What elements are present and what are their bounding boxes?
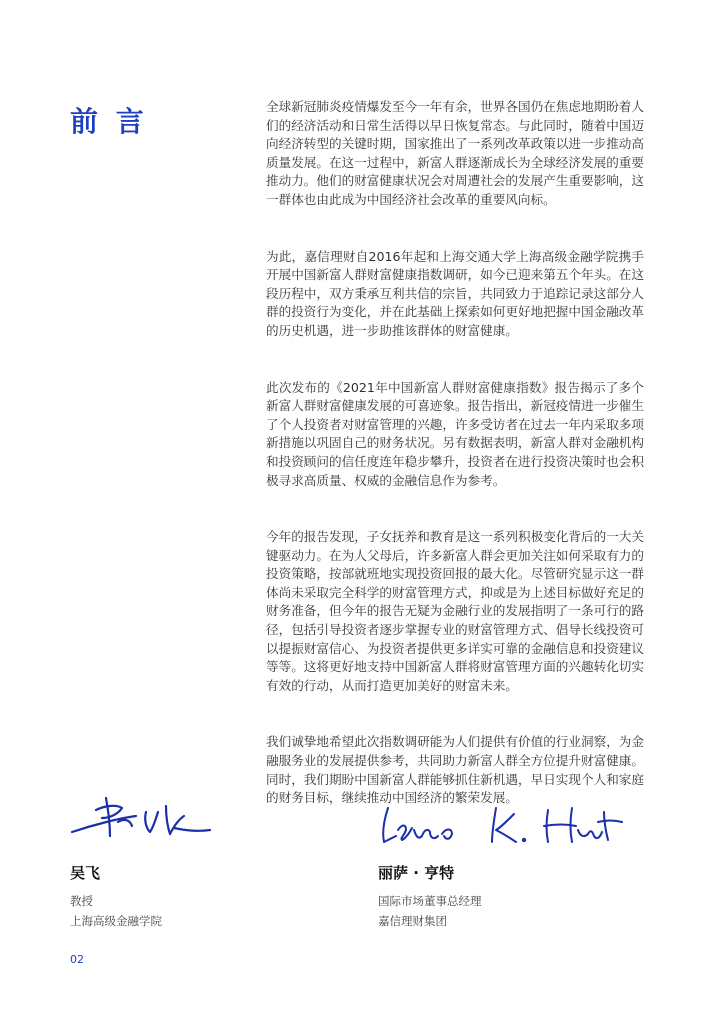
signatory-2	[378, 862, 482, 931]
signatory-1-title: 教授	[70, 894, 93, 908]
body-text	[266, 98, 644, 846]
paragraph-5: 我们诚挚地希望此次指数调研能为人们提供有价值的行业洞察，为金融服务业的发展提供参考，共同助力新富人群全方位提升财富健康。同时，我们期盼中国新富人群能够抓住新机遇，早日实现个人和家庭的财务目标，继续推动中国经济的繁荣发展。	[266, 734, 644, 806]
signatory-2-org: 嘉信理财集团	[378, 914, 447, 928]
signature-wu-fei	[66, 788, 216, 844]
signatory-1-name: 吴飞	[70, 864, 101, 882]
paragraph-1: 全球新冠肺炎疫情爆发至今一年有余，世界各国仍在焦虑地期盼着人们的经济活动和日常生活得以早日恢复常态。与此同时，随着中国迈向经济转型的关键时期，国家推出了一系列改革政策以进一步推动高质量发展。在这一过程中，新富人群逐渐成长为全球经济发展的重要推动力。他们的财富健康状况会对周遭社会的发展产生重要影响，这一群体也由此成为中国经济社会改革的重要风向标。	[266, 99, 644, 207]
paragraph-2: 为此，嘉信理财自2016年起和上海交通大学上海高级金融学院携手开展中国新富人群财富健康指数调研，如今已迎来第五个年头。在这段历程中，双方秉承互利共信的宗旨，共同致力于追踪记录这部分人群的投资行为变化，并在此基础上探索如何更好地把握中国金融改革的历史机遇，进一步助推该群体的财富健康。	[266, 248, 644, 338]
signatory-1	[70, 862, 162, 931]
page-heading: 前 言	[70, 105, 148, 138]
signatory-2-name: 丽萨 · 亨特	[378, 864, 455, 882]
paragraph-4: 今年的报告发现，子女抚养和教育是这一系列积极变化背后的一大关键驱动力。在为人父母后，许多新富人群会更加关注如何采取有力的投资策略，按部就班地实现投资回报的最大化。尽管研究显示这一群体尚未采取完全科学的财富管理方式，抑或是为上述目标做好充足的财务准备，但今年的报告无疑为金融行业的发展指明了一条可行的路径，包括引导投资者逐步掌握专业的财富管理方式、倡导长线投资可以提振财富信心、为投资者提供更多详实可靠的金融信息和投资建议等等。这将更好地支持中国新富人群将财富管理方面的兴趣转化切实有效的行动，从而打造更加美好的财富未来。	[266, 529, 644, 693]
signatory-1-org: 上海高级金融学院	[70, 914, 162, 928]
paragraph-3: 此次发布的《2021年中国新富人群财富健康指数》报告揭示了多个新富人群财富健康发展的可喜迹象。报告指出，新冠疫情进一步催生了个人投资者对财富管理的兴趣，许多受访者在过去一年内采取多项新措施以巩固自己的财务状况。另有数据表明，新富人群对金融机构和投资顾问的信任度连年稳步攀升，投资者在进行投资决策时也会积极寻求高质量、权威的金融信息作为参考。	[266, 379, 644, 488]
signatory-2-title: 国际市场董事总经理	[378, 894, 482, 908]
signature-lisa-hunt	[376, 800, 626, 850]
page-number: 02	[70, 953, 84, 966]
